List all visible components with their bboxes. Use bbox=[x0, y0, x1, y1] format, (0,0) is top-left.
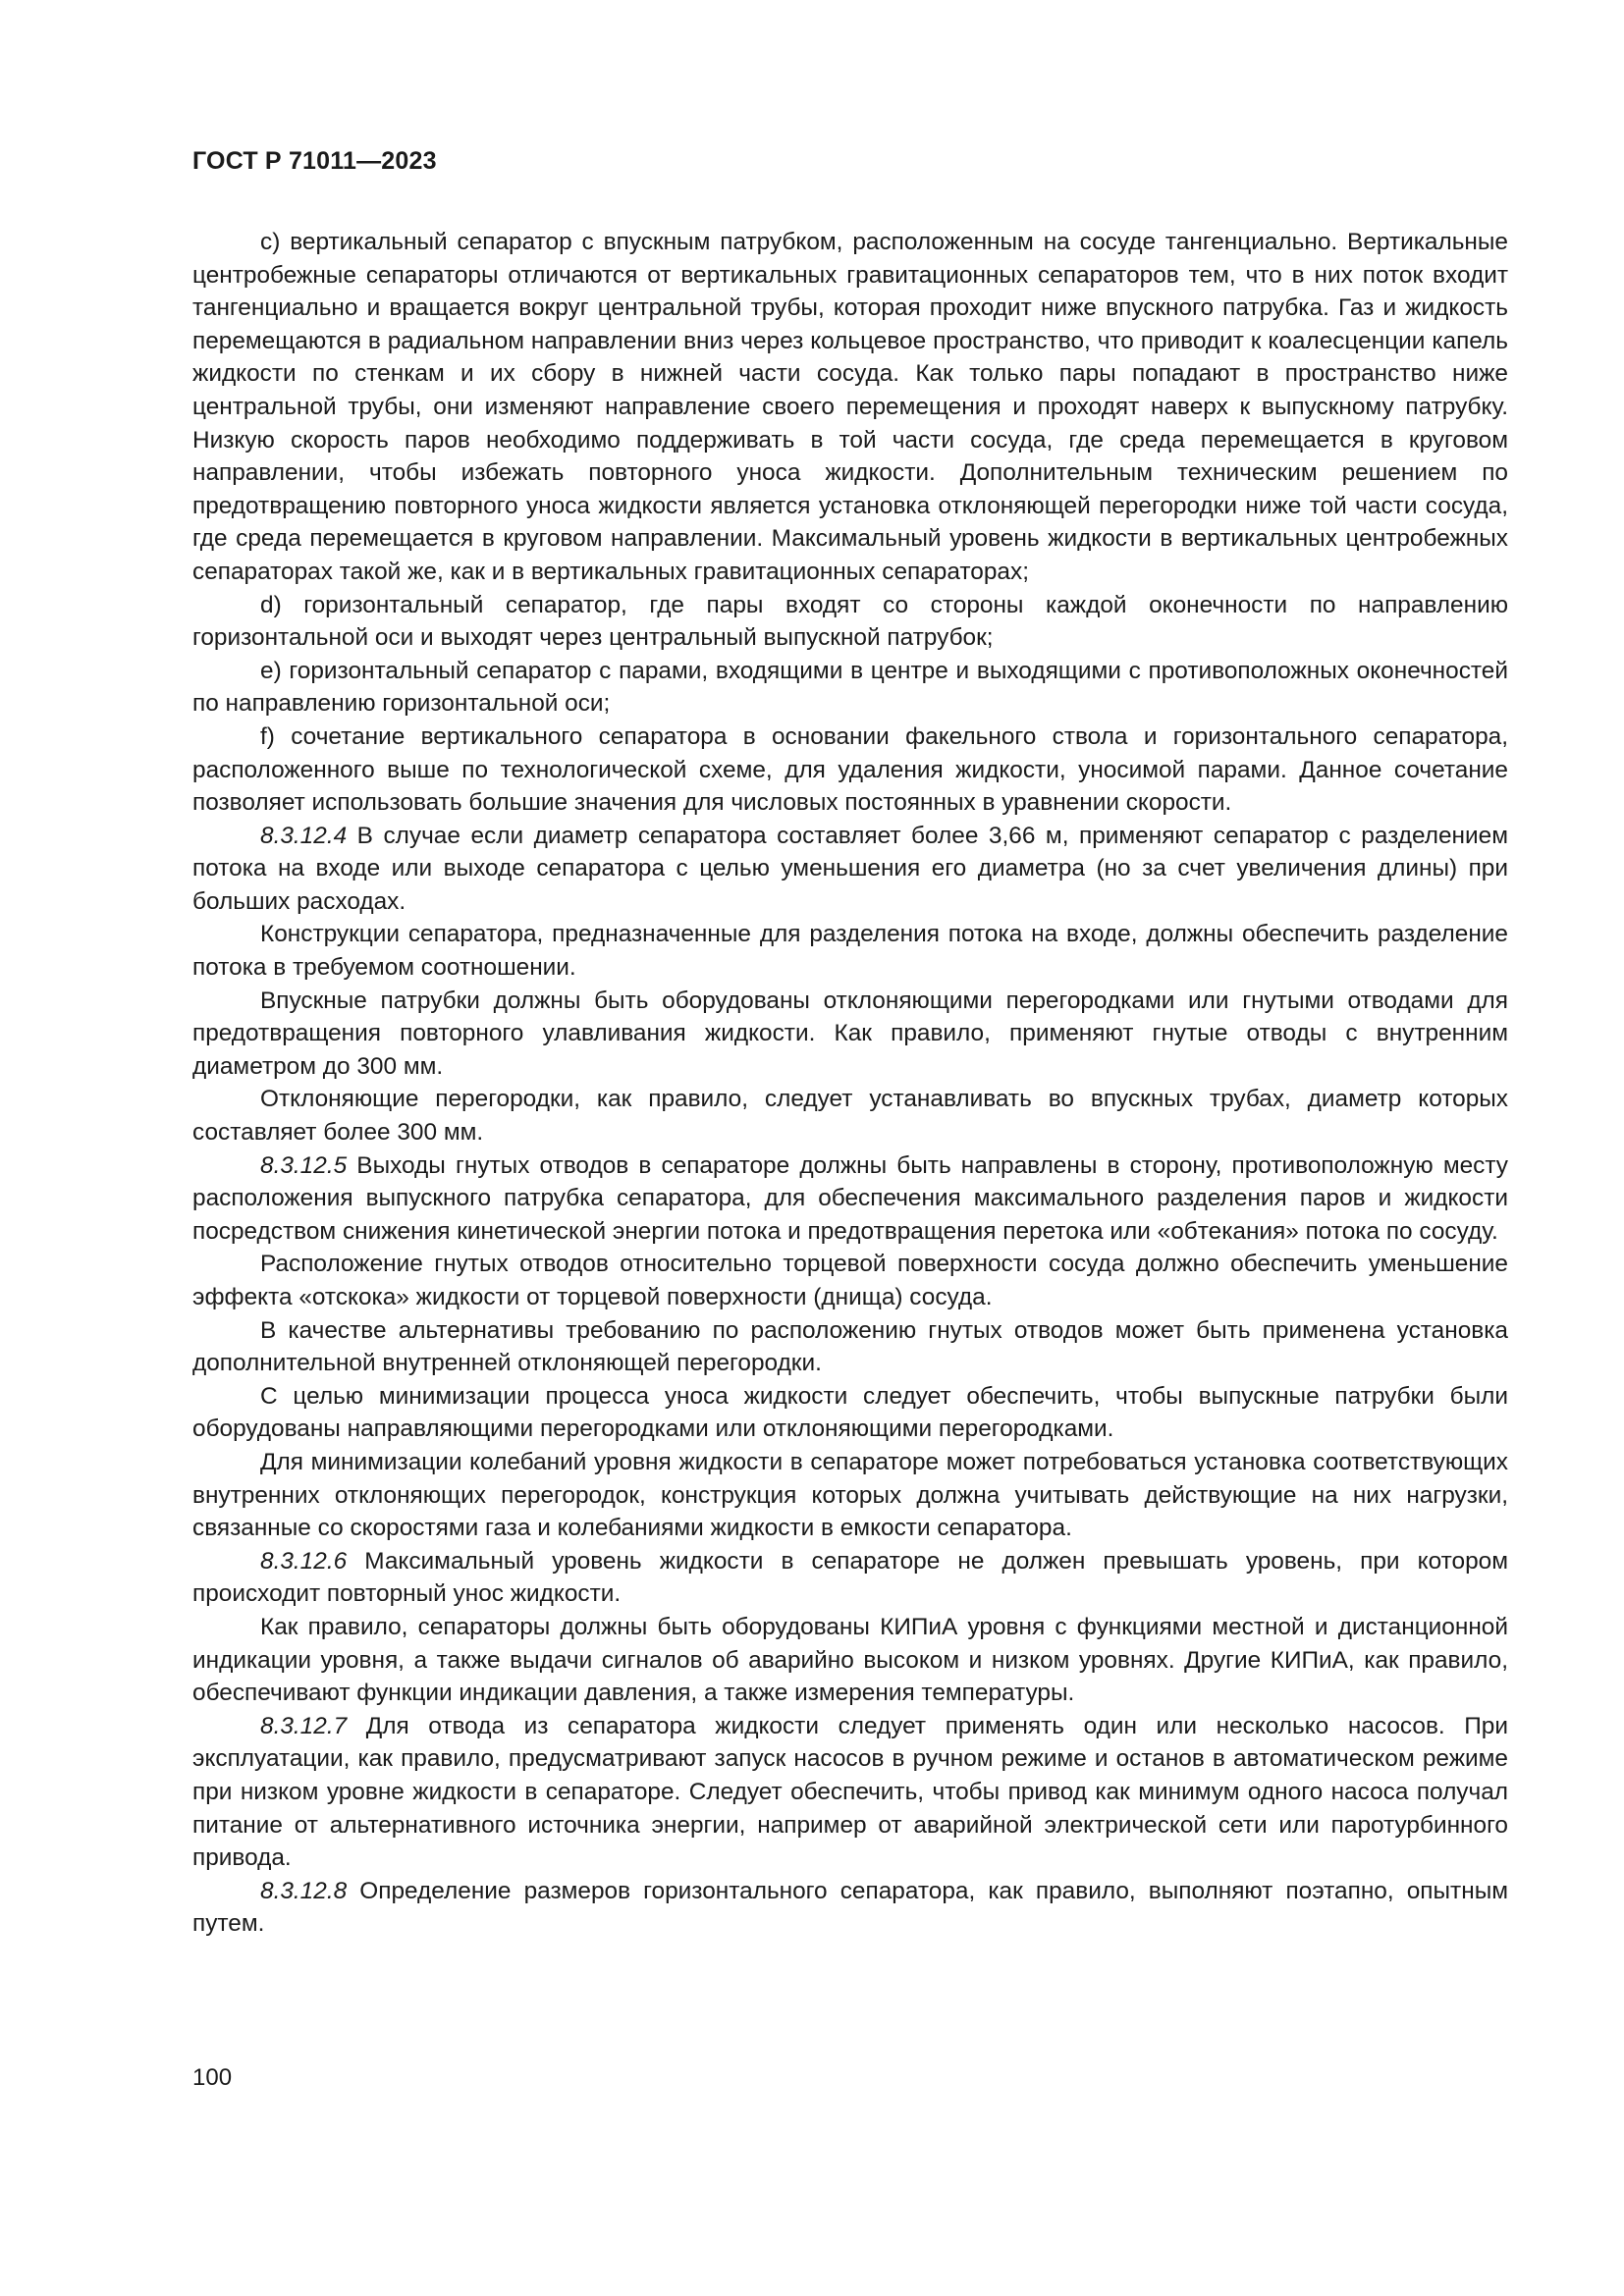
clause-number: 8.3.12.5 bbox=[260, 1151, 348, 1179]
paragraph: Для минимизации колебаний уровня жидкости в сепараторе может потребоваться установка соответствующих внутренних отклоняющих перегородок, конструкция которых должна учитывать действующие на них нагрузки, связанные со скоростями газа и колебаниями жидкости в емкости сепаратора. bbox=[192, 1448, 1508, 1542]
paragraph: 8.3.12.5 Выходы гнутых отводов в сепараторе должны быть направлены в сторону, противоположную месту расположения выпускного патрубка сепаратора, для обеспечения максимального разделения паров и жидкости посредством снижения кинетической энергии потока и предотвращения перетока или «обтекания» потока по сосуду. bbox=[192, 1151, 1508, 1245]
document-header: ГОСТ Р 71011—2023 bbox=[192, 147, 437, 175]
paragraph: Как правило, сепараторы должны быть оборудованы КИПиА уровня с функциями местной и дистанционной индикации уровня, а также выдачи сигналов об аварийно высоком и низком уровнях. Другие КИПиА, как правило, обеспечивают функции индикации давления, а также измерения температуры. bbox=[192, 1613, 1508, 1707]
clause-number: 8.3.12.8 bbox=[260, 1877, 348, 1904]
paragraph: В качестве альтернативы требованию по расположению гнутых отводов может быть применена установка дополнительной внутренней отклоняющей перегородки. bbox=[192, 1316, 1508, 1377]
paragraph: С целью минимизации процесса уноса жидкости следует обеспечить, чтобы выпускные патрубки были оборудованы направляющими перегородками или отклоняющими перегородками. bbox=[192, 1382, 1508, 1443]
paragraph: Конструкции сепаратора, предназначенные для разделения потока на входе, должны обеспечить разделение потока в требуемом соотношении. bbox=[192, 921, 1508, 982]
clause-number: 8.3.12.4 bbox=[260, 822, 348, 849]
clause-number: 8.3.12.7 bbox=[260, 1712, 348, 1739]
paragraph: 8.3.12.7 Для отвода из сепаратора жидкости следует применять один или несколько насосов. При эксплуатации, как правило, предусматривают запуск насосов в ручном режиме и останов в автоматическом режиме при низком уровне жидкости в сепараторе. Следует обеспечить, чтобы привод как минимум одного насоса получал питание от альтернативного источника энергии, например от аварийной электрической сети или паротурбинного привода. bbox=[192, 1712, 1508, 1872]
paragraph: d) горизонтальный сепаратор, где пары входят со стороны каждой оконечности по направлению горизонтальной оси и выходят через центральный выпускной патрубок; bbox=[192, 591, 1508, 652]
paragraph: e) горизонтальный сепаратор с парами, входящими в центре и выходящими с противоположных оконечностей по направлению горизонтальной оси; bbox=[192, 657, 1508, 718]
clause-number: 8.3.12.6 bbox=[260, 1547, 348, 1575]
paragraph: 8.3.12.6 Максимальный уровень жидкости в сепараторе не должен превышать уровень, при котором происходит повторный унос жидкости. bbox=[192, 1547, 1508, 1608]
paragraph: f) сочетание вертикального сепаратора в основании факельного ствола и горизонтального сепаратора, расположенного выше по технологической схеме, для удаления жидкости, уносимой парами. Данное сочетание позволяет использовать большие значения для числовых постоянных в уравнении скорости. bbox=[192, 722, 1508, 817]
paragraph: Впускные патрубки должны быть оборудованы отклоняющими перегородками или гнутыми отводами для предотвращения повторного улавливания жидкости. Как правило, применяют гнутые отводы с внутренним диаметром до 300 мм. bbox=[192, 987, 1508, 1080]
paragraph: 8.3.12.8 Определение размеров горизонтального сепаратора, как правило, выполняют поэтапно, опытным путем. bbox=[192, 1877, 1508, 1938]
paragraph: Расположение гнутых отводов относительно торцевой поверхности сосуда должно обеспечить уменьшение эффекта «отскока» жидкости от торцевой поверхности (днища) сосуда. bbox=[192, 1251, 1508, 1310]
paragraph: Отклоняющие перегородки, как правило, следует устанавливать во впускных трубах, диаметр которых составляет более 300 мм. bbox=[192, 1086, 1508, 1147]
paragraph: c) вертикальный сепаратор с впускным патрубком, расположенным на сосуде тангенциально. Вертикальные центробежные сепараторы отличаются от вертикальных гравитационных сепараторов тем, что в них поток входит тангенциально и вращается вокруг центральной трубы, которая проходит ниже впускного патрубка. Газ и жидкость перемещаются в радиальном направлении вниз через кольцевое пространство, что приводит к коалесценции капель жидкости по стенкам и их сбору в нижней части сосуда. Как только пары попадают в пространство ниже центральной трубы, они изменяют направление своего перемещения и проходят наверх к выпускному патрубку. Низкую скорость паров необходимо поддерживать в той части сосуда, где среда перемещается в круговом направлении, чтобы избежать повторного уноса жидкости. Дополнительным техническим решением по предотвращению повторного уноса жидкости является установка отклоняющей перегородки ниже той части сосуда, где среда перемещается в круговом направлении. Максимальный уровень жидкости в вертикальных центробежных сепараторах такой же, как и в вертикальных гравитационных сепараторах; bbox=[192, 229, 1508, 585]
paragraph: 8.3.12.4 В случае если диаметр сепаратора составляет более 3,66 м, применяют сепаратор с разделением потока на входе или выходе сепаратора с целью уменьшения его диаметра (но за счет увеличения длины) при больших расходах. bbox=[192, 822, 1508, 915]
document-body bbox=[192, 226, 1508, 1941]
page-number: 100 bbox=[192, 2064, 233, 2091]
